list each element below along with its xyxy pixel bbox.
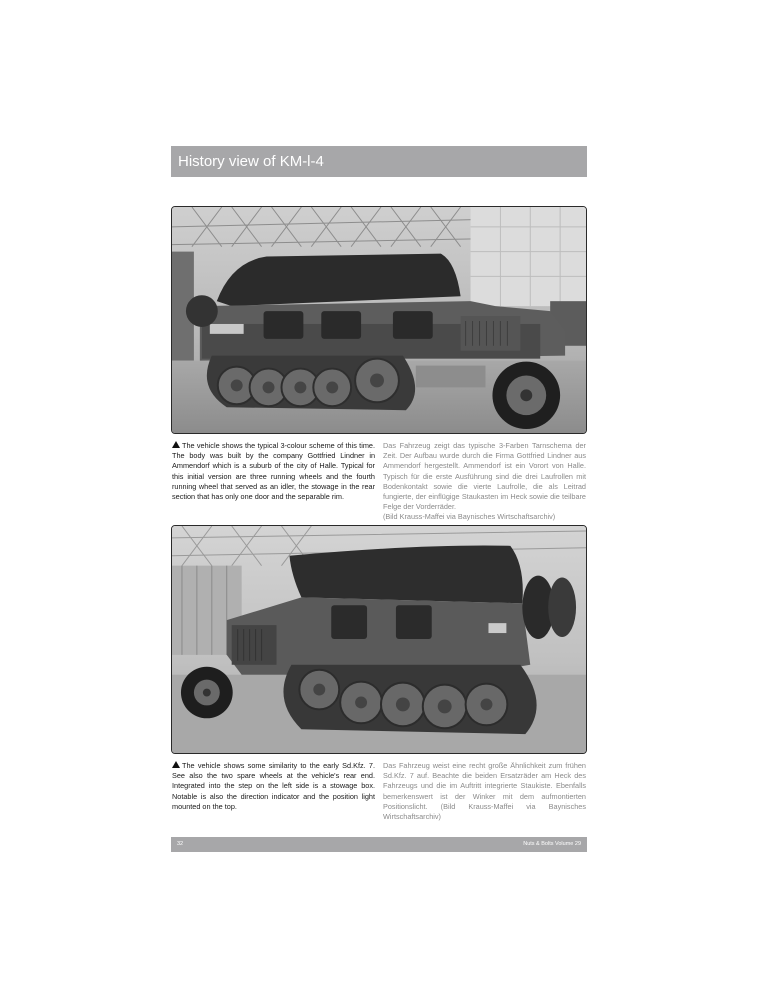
triangle-up-icon bbox=[172, 441, 180, 448]
photo-2-image bbox=[172, 526, 586, 753]
page-number: 32 bbox=[177, 841, 184, 847]
photo-1-image bbox=[172, 207, 586, 433]
photo-vehicle-three-quarter-view bbox=[171, 525, 587, 754]
photo-vehicle-side-view bbox=[171, 206, 587, 434]
caption-text: Das Fahrzeug weist eine recht große Ähnlichkeit zum frühen Sd.Kfz. 7 auf. Beachte die beiden Ersatzräder am Heck des Fahrzeugs und die im Auftritt integrierte Staukiste. Ebenfalls bemerkenswert ist der Winker mit dem aufmontierten Positionslicht. (Bild Krauss-Maffei via Baynisches Wirtschaftsarchiv) bbox=[383, 761, 586, 822]
triangle-up-icon bbox=[172, 761, 180, 768]
photo-1-caption-german bbox=[383, 441, 586, 523]
photo-1-caption-english bbox=[172, 441, 375, 502]
publication-title: Nuts & Bolts Volume 29 bbox=[523, 841, 581, 847]
photo-credit: (Bild Krauss-Maffei via Baynisches Wirtschaftsarchiv) bbox=[383, 512, 556, 522]
section-title: History view of KM-l-4 bbox=[171, 146, 587, 177]
photo-2-caption-german bbox=[383, 761, 586, 822]
page-footer bbox=[171, 837, 587, 852]
photo-2-caption-english bbox=[172, 761, 375, 812]
caption-text: Das Fahrzeug zeigt das typische 3-Farben Tarnschema der Zeit. Der Aufbau wurde durch die Firma Gottfried Lindner aus Ammendorf hergestellt. Ammendorf ist ein Vorort von Halle. Typisch für die erste Ausführung sind die drei Laufrollen mit Bodenkontakt sowie die vierte Laufrolle, die als Leitrad fungierte, der einflügige Staukasten im Heck sowie die teilbare Felge der Vorderräder. bbox=[383, 441, 586, 512]
caption-text: The vehicle shows some similarity to the early Sd.Kfz. 7. See also the two spare wheels at the vehicle's rear end. Integrated into the step on the left side is a stowage box. Notable is also the direction indicator and the position light mounted on the top. bbox=[172, 761, 375, 811]
caption-text: The vehicle shows the typical 3-colour scheme of this time. The body was built by the company Gottfried Lindner in Ammendorf which is a suburb of the city of Halle. Typical for this initial version are three running wheels and the fourth running wheel that served as an idler, the stowage in the rear section that has only one door and the separable rim. bbox=[172, 441, 375, 502]
